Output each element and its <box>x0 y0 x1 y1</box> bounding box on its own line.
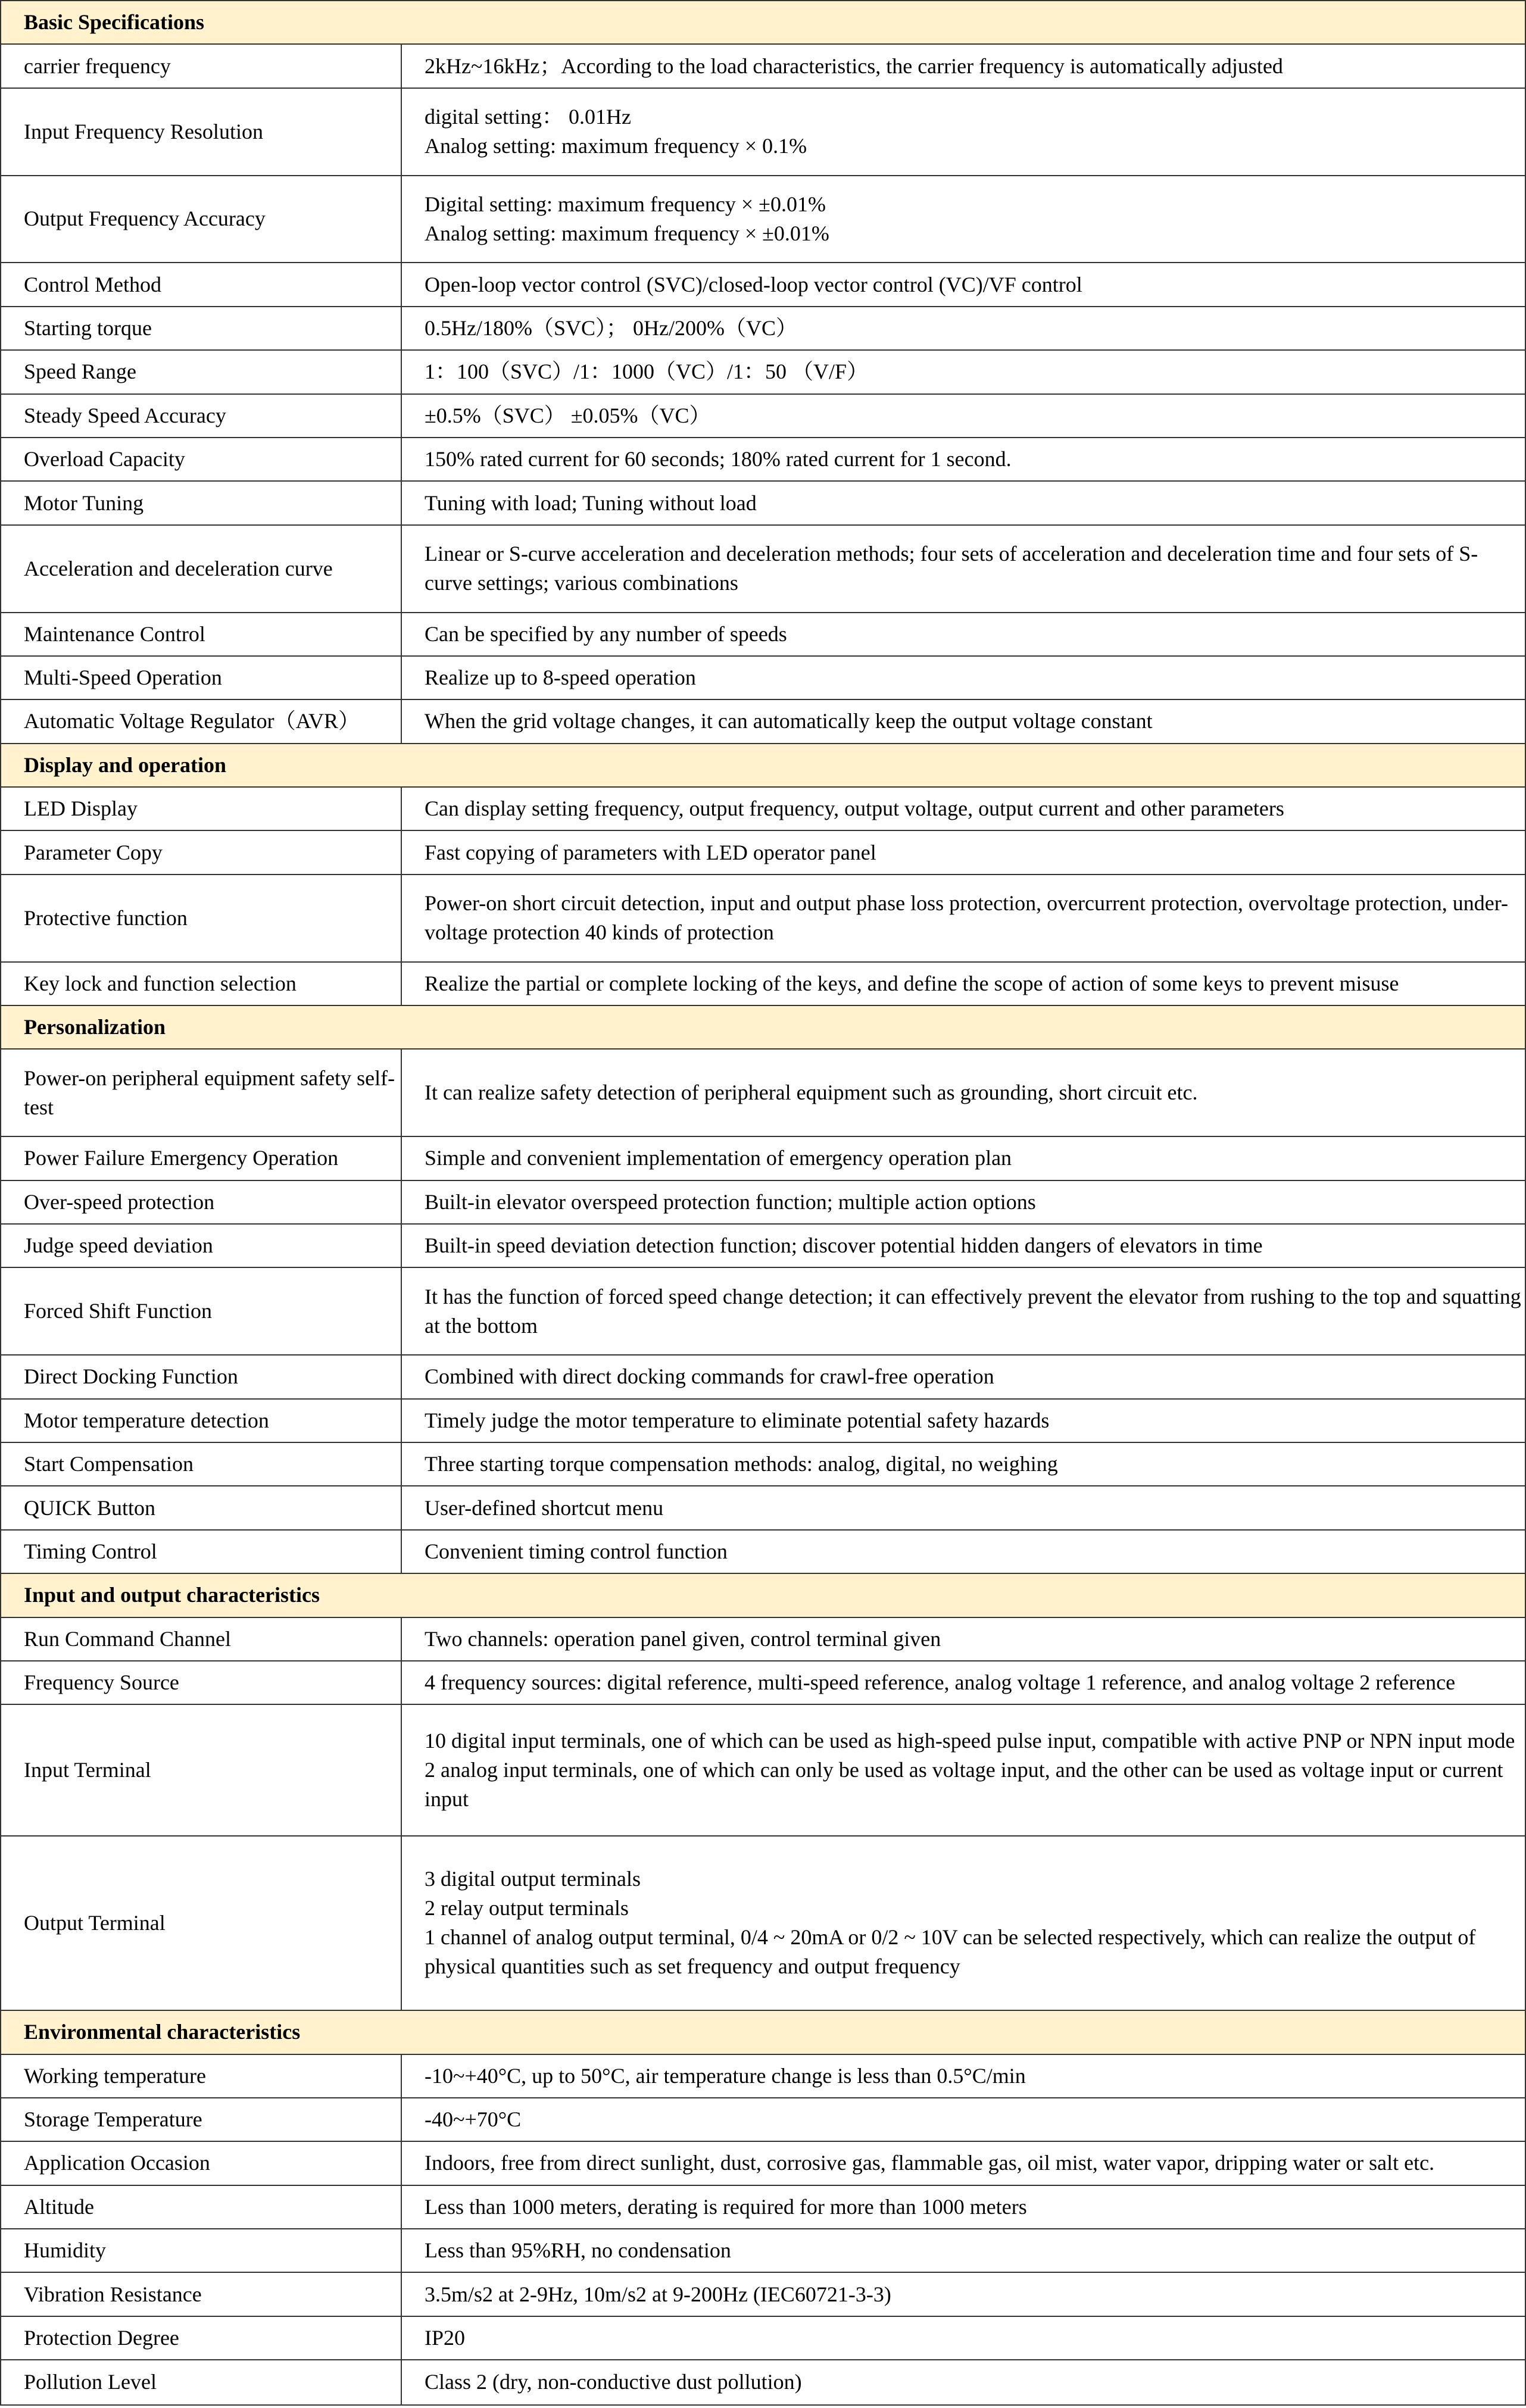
row-protective-function <box>1 875 1525 963</box>
label-timing-control: Timing Control <box>1 1531 402 1573</box>
label-steady-speed-accuracy: Steady Speed Accuracy <box>1 395 402 437</box>
label-protective-function: Protective function <box>1 875 402 961</box>
label-led-display: LED Display <box>1 788 402 830</box>
value-maintenance-control: Can be specified by any number of speeds <box>425 621 787 646</box>
row-maintenance-control <box>1 613 1525 657</box>
label-starting-torque: Starting torque <box>1 307 402 349</box>
row-application-occasion <box>1 2142 1525 2185</box>
row-protection-degree <box>1 2317 1525 2360</box>
row-power-failure-emergency-operation <box>1 1137 1525 1180</box>
row-control-method <box>1 263 1525 307</box>
row-working-temperature <box>1 2055 1525 2098</box>
value-line-digital-inputs: 10 digital input terminals, one of which can be used as high-speed pulse input, compatible with active PNP or NPN input mode <box>425 1728 1515 1753</box>
row-multi-speed-operation <box>1 657 1525 700</box>
value-application-occasion: Indoors, free from direct sunlight, dust, corrosive gas, flammable gas, oil mist, water vapor, dripping water or salt etc. <box>425 2151 1435 2175</box>
value-speed-range: 1：100（SVC）/1：1000（VC）/1：50 （V/F） <box>425 360 869 384</box>
value-line-relay-outputs: 2 relay output terminals <box>425 1896 629 1920</box>
row-automatic-voltage-regulator <box>1 700 1525 744</box>
label-pollution-level: Pollution Level <box>1 2360 402 2404</box>
row-run-command-channel <box>1 1618 1525 1661</box>
value-line-analog-setting: Analog setting: maximum frequency × ±0.01% <box>425 221 829 245</box>
row-carrier-frequency <box>1 45 1525 88</box>
value-working-temperature: -10~+40°C, up to 50°C, air temperature change is less than 0.5°C/min <box>425 2063 1026 2088</box>
row-output-frequency-accuracy <box>1 176 1525 264</box>
row-overload-capacity <box>1 438 1525 482</box>
label-power-failure-emergency-operation: Power Failure Emergency Operation <box>1 1137 402 1179</box>
row-frequency-source <box>1 1661 1525 1705</box>
value-power-failure-emergency-operation: Simple and convenient implementation of emergency operation plan <box>425 1146 1012 1170</box>
label-judge-speed-deviation: Judge speed deviation <box>1 1225 402 1267</box>
label-direct-docking-function: Direct Docking Function <box>1 1356 402 1398</box>
row-forced-shift-function <box>1 1268 1525 1356</box>
value-altitude: Less than 1000 meters, derating is required for more than 1000 meters <box>425 2194 1027 2219</box>
value-key-lock-function-selection: Realize the partial or complete locking of the keys, and define the scope of action of some keys to prevent misuse <box>425 971 1399 995</box>
value-line-digital-outputs: 3 digital output terminals <box>425 1867 641 1891</box>
label-start-compensation: Start Compensation <box>1 1443 402 1485</box>
value-forced-shift-function: It has the function of forced speed change detection; it can effectively prevent the elevator from rushing to the top and squatting at the bottom <box>425 1284 1521 1338</box>
value-output-frequency-accuracy <box>402 176 1525 263</box>
section-title-personalization: Personalization <box>24 1015 166 1039</box>
row-over-speed-protection <box>1 1181 1525 1225</box>
label-humidity: Humidity <box>1 2229 402 2272</box>
value-steady-speed-accuracy: ±0.5%（SVC） ±0.05%（VC） <box>425 403 711 427</box>
section-environmental-characteristics <box>1 2011 1525 2054</box>
value-storage-temperature: -40~+70°C <box>425 2107 522 2132</box>
label-carrier-frequency: carrier frequency <box>1 45 402 87</box>
value-acceleration-deceleration-curve: Linear or S-curve acceleration and deceleration methods; four sets of acceleration and deceleration time and four sets of S-curve settings; various combinations <box>425 542 1478 595</box>
value-protective-function: Power-on short circuit detection, input and output phase loss protection, overcurrent protection, overvoltage protection, under-voltage protection 40 kinds of protection <box>425 891 1509 945</box>
value-line-digital-setting: digital setting： 0.01Hz <box>425 105 631 129</box>
label-key-lock-function-selection: Key lock and function selection <box>1 963 402 1005</box>
label-motor-temperature-detection: Motor temperature detection <box>1 1400 402 1442</box>
value-line-analog-output: 1 channel of analog output terminal, 0/4 ~ 20mA or 0/2 ~ 10V can be selected respectively, which can realize the output of physical quantities such as set frequency and output frequency <box>425 1925 1476 1979</box>
row-vibration-resistance <box>1 2273 1525 2316</box>
row-parameter-copy <box>1 831 1525 874</box>
label-frequency-source: Frequency Source <box>1 1661 402 1704</box>
value-line-digital-setting: Digital setting: maximum frequency × ±0.01% <box>425 192 826 216</box>
row-output-terminal <box>1 1837 1525 2012</box>
section-title-environmental-characteristics: Environmental characteristics <box>24 2020 301 2044</box>
label-run-command-channel: Run Command Channel <box>1 1618 402 1660</box>
row-pollution-level <box>1 2360 1525 2404</box>
value-automatic-voltage-regulator: When the grid voltage changes, it can automatically keep the output voltage constant <box>425 709 1153 733</box>
value-carrier-frequency: 2kHz~16kHz；According to the load characteristics, the carrier frequency is automatically adjusted <box>425 54 1283 78</box>
value-input-terminal <box>402 1705 1525 1835</box>
row-direct-docking-function <box>1 1356 1525 1399</box>
value-line-analog-inputs: 2 analog input terminals, one of which can only be used as voltage input, and the other can be used as voltage input or current input <box>425 1757 1503 1811</box>
label-multi-speed-operation: Multi-Speed Operation <box>1 657 402 699</box>
section-display-and-operation <box>1 744 1525 788</box>
section-title-basic-specifications: Basic Specifications <box>24 10 204 35</box>
value-starting-torque: 0.5Hz/180%（SVC）； 0Hz/200%（VC） <box>425 316 797 340</box>
label-input-terminal: Input Terminal <box>1 1705 402 1835</box>
label-application-occasion: Application Occasion <box>1 2142 402 2184</box>
label-maintenance-control: Maintenance Control <box>1 613 402 655</box>
value-parameter-copy: Fast copying of parameters with LED operator panel <box>425 840 876 864</box>
section-title-input-output-characteristics: Input and output characteristics <box>24 1583 320 1607</box>
label-speed-range: Speed Range <box>1 351 402 393</box>
value-output-terminal <box>402 1837 1525 2010</box>
row-starting-torque <box>1 307 1525 351</box>
row-steady-speed-accuracy <box>1 395 1525 438</box>
label-input-frequency-resolution: Input Frequency Resolution <box>1 89 402 175</box>
value-humidity: Less than 95%RH, no condensation <box>425 2238 731 2263</box>
label-quick-button: QUICK Button <box>1 1486 402 1529</box>
value-control-method: Open-loop vector control (SVC)/closed-loop vector control (VC)/VF control <box>425 272 1082 296</box>
label-power-on-safety-self-test: Power-on peripheral equipment safety self-test <box>1 1050 402 1136</box>
row-acceleration-deceleration-curve <box>1 526 1525 613</box>
row-speed-range <box>1 351 1525 394</box>
row-start-compensation <box>1 1443 1525 1486</box>
value-vibration-resistance: 3.5m/s2 at 2-9Hz, 10m/s2 at 9-200Hz (IEC60721-3-3) <box>425 2282 891 2306</box>
value-led-display: Can display setting frequency, output frequency, output voltage, output current and other parameters <box>425 797 1284 821</box>
section-personalization <box>1 1006 1525 1050</box>
row-motor-tuning <box>1 482 1525 525</box>
value-protection-degree: IP20 <box>425 2326 466 2350</box>
row-timing-control <box>1 1531 1525 1574</box>
row-input-terminal <box>1 1705 1525 1836</box>
row-led-display <box>1 788 1525 831</box>
value-judge-speed-deviation: Built-in speed deviation detection function; discover potential hidden dangers of elevators in time <box>425 1233 1263 1258</box>
value-start-compensation: Three starting torque compensation methods: analog, digital, no weighing <box>425 1452 1058 1476</box>
value-pollution-level: Class 2 (dry, non-conductive dust pollution) <box>425 2370 802 2394</box>
row-judge-speed-deviation <box>1 1225 1525 1268</box>
value-line-analog-setting: Analog setting: maximum frequency × 0.1% <box>425 134 807 158</box>
value-timing-control: Convenient timing control function <box>425 1539 728 1563</box>
row-quick-button <box>1 1486 1525 1530</box>
value-direct-docking-function: Combined with direct docking commands for crawl-free operation <box>425 1364 994 1389</box>
label-storage-temperature: Storage Temperature <box>1 2098 402 2141</box>
section-input-output-characteristics <box>1 1574 1525 1617</box>
value-quick-button: User-defined shortcut menu <box>425 1495 664 1520</box>
row-humidity <box>1 2229 1525 2273</box>
section-title-display-and-operation: Display and operation <box>24 752 227 777</box>
label-acceleration-deceleration-curve: Acceleration and deceleration curve <box>1 526 402 612</box>
label-parameter-copy: Parameter Copy <box>1 831 402 873</box>
label-altitude: Altitude <box>1 2186 402 2228</box>
label-over-speed-protection: Over-speed protection <box>1 1181 402 1223</box>
row-altitude <box>1 2186 1525 2229</box>
value-power-on-safety-self-test: It can realize safety detection of peripheral equipment such as grounding, short circuit etc. <box>425 1080 1198 1105</box>
value-frequency-source: 4 frequency sources: digital reference, multi-speed reference, analog voltage 1 reference, and analog voltage 2 reference <box>425 1670 1456 1695</box>
label-automatic-voltage-regulator: Automatic Voltage Regulator（AVR） <box>1 700 402 742</box>
value-overload-capacity: 150% rated current for 60 seconds; 180% rated current for 1 second. <box>425 447 1012 471</box>
value-over-speed-protection: Built-in elevator overspeed protection function; multiple action options <box>425 1189 1036 1214</box>
label-output-frequency-accuracy: Output Frequency Accuracy <box>1 176 402 263</box>
value-multi-speed-operation: Realize up to 8-speed operation <box>425 666 696 690</box>
label-working-temperature: Working temperature <box>1 2055 402 2097</box>
value-motor-temperature-detection: Timely judge the motor temperature to eliminate potential safety hazards <box>425 1408 1050 1432</box>
label-overload-capacity: Overload Capacity <box>1 438 402 480</box>
row-power-on-safety-self-test <box>1 1050 1525 1137</box>
label-protection-degree: Protection Degree <box>1 2317 402 2359</box>
row-motor-temperature-detection <box>1 1400 1525 1443</box>
label-forced-shift-function: Forced Shift Function <box>1 1268 402 1354</box>
label-motor-tuning: Motor Tuning <box>1 482 402 524</box>
label-vibration-resistance: Vibration Resistance <box>1 2273 402 2315</box>
label-control-method: Control Method <box>1 263 402 305</box>
value-motor-tuning: Tuning with load; Tuning without load <box>425 491 757 515</box>
label-output-terminal: Output Terminal <box>1 1837 402 2010</box>
value-input-frequency-resolution <box>402 89 1525 175</box>
row-storage-temperature <box>1 2098 1525 2142</box>
value-run-command-channel: Two channels: operation panel given, control terminal given <box>425 1626 941 1651</box>
section-basic-specifications <box>1 1 1525 45</box>
row-input-frequency-resolution <box>1 89 1525 176</box>
row-key-lock-function-selection <box>1 963 1525 1006</box>
